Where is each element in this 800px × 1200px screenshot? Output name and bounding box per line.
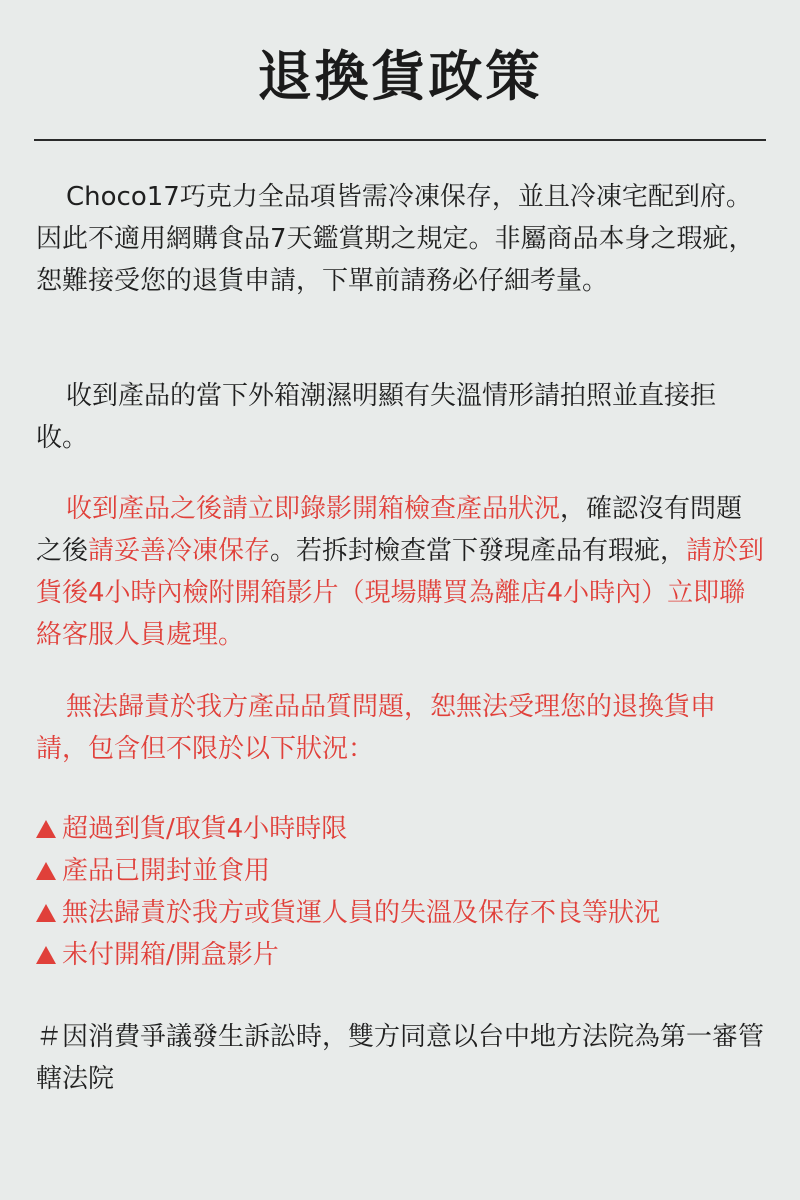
list-item — [36, 850, 776, 892]
paragraph-unboxing-video — [36, 488, 766, 656]
title-divider — [34, 139, 766, 141]
exclusion-list — [36, 808, 776, 976]
storage-instruction: 請妥善冷凍保存 — [88, 536, 271, 566]
unboxing-text-4: 。若拆封檢查當下發現產品有瑕疵， — [270, 536, 687, 566]
paragraph-exclusions: 無法歸責於我方產品品質問題，恕無法受理您的退換貨申請，包含但不限於以下狀況： — [36, 692, 717, 764]
list-item-label: 未付開箱/開盒影片 — [62, 940, 279, 970]
triangle-up-icon — [36, 946, 56, 964]
contact-instruction: 請於到貨後4小時內檢附開箱影片（現場購買為離店4小時內）立即聯絡客服人員處理。 — [36, 536, 765, 650]
triangle-up-icon — [36, 904, 56, 922]
page-title: 退換貨政策 — [257, 45, 543, 108]
paragraph-frozen-storage: Choco17巧克力全品項皆需冷凍保存，並且冷凍宅配到府。因此不適用網購食品7天鑑賞期之規定。非屬商品本身之瑕疵，恕難接受您的退貨申請，下單前請務必仔細考量。 — [36, 182, 755, 296]
list-item — [36, 934, 776, 976]
list-item-label: 無法歸責於我方或貨運人員的失溫及保存不良等狀況 — [62, 898, 661, 928]
list-item — [36, 892, 776, 934]
triangle-up-icon — [36, 820, 56, 838]
list-item-label: 超過到貨/取貨4小時時限 — [62, 814, 348, 844]
paragraph-jurisdiction: ＃因消費爭議發生訴訟時，雙方同意以台中地方法院為第一審管轄法院 — [36, 1022, 765, 1094]
unboxing-text-2: ，確認沒有問題之後 — [36, 494, 743, 566]
paragraph-reject-on-delivery: 收到產品的當下外箱潮濕明顯有失溫情形請拍照並直接拒收。 — [36, 381, 717, 453]
list-item — [36, 808, 776, 850]
list-item-label: 產品已開封並食用 — [62, 856, 271, 886]
triangle-up-icon — [36, 862, 56, 880]
unboxing-instruction: 收到產品之後請立即錄影開箱檢查產品狀況 — [66, 494, 561, 524]
